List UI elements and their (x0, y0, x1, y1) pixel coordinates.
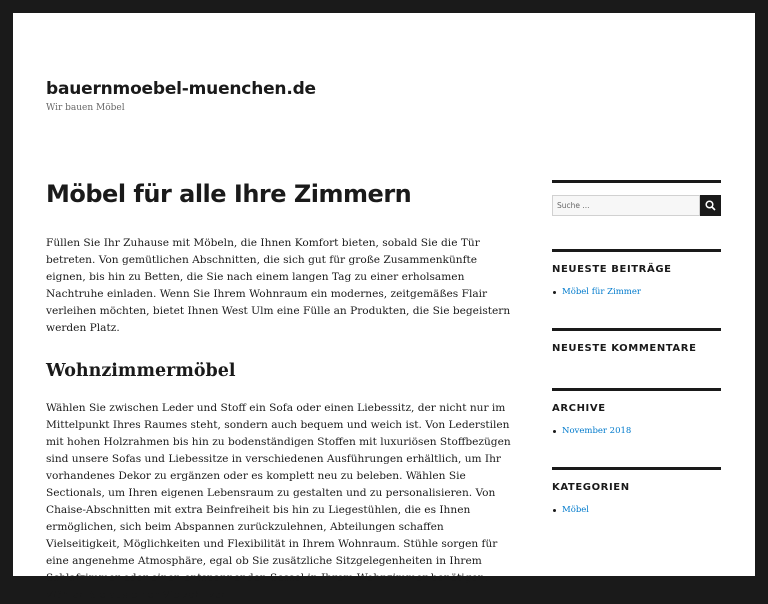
divider (552, 388, 721, 391)
section-heading: Wohnzimmermöbel (46, 361, 236, 381)
divider (552, 467, 721, 470)
widget-title-archive: ARCHIVE (552, 403, 606, 414)
entry-content (46, 235, 516, 604)
archive-link[interactable]: November 2018 (562, 426, 721, 436)
category-link[interactable]: Möbel (562, 505, 721, 515)
site-description: Wir bauen Möbel (46, 103, 125, 113)
body-paragraph: Wählen Sie zwischen Leder und Stoff ein Sofa oder einen Liebessitz, der nicht nur im Mittelpunkt Ihres Raumes steht, sondern auch bequem und weich ist. Von Lederstilen mit hohen Holzrahmen bis hin zu bodenständigen Stoffen mit luxuriösen Stoffbezügen sind unsere Sofas und Liebessitze in verschiedenen Ausführungen erhältlich, um Ihr vorhandenes Dekor zu ergänzen oder es komplett neu zu beleben. Wählen Sie Sectionals, um Ihren eigenen Lebensraum zu gestalten und zu personalisieren. Von Chaise-Abschnitten mit extra Beinfreiheit bis hin zu Liegestühlen, die es Ihnen ermöglichen, sich beim Abspannen zurückzulehnen, Abteilungen schaffen Vielseitigkeit, Möglichkeiten und Flexibilität in Ihrem Wohnraum. Stühle sorgen für eine angenehme Atmosphäre, egal ob Sie zusätzliche Sitzgelegenheiten in Ihrem Schlafzimmer oder einen entspannenden Sessel in Ihrem Wohnzimmer benötigen. Wählen Sie aus einer Vielzahl von (46, 402, 511, 601)
widget-title-recent-posts: NEUESTE BEITRÄGE (552, 264, 672, 275)
sidebar (552, 180, 721, 515)
divider (552, 249, 721, 252)
categories-widget (552, 467, 721, 515)
search-input[interactable]: Suche ... (552, 195, 700, 216)
divider (552, 328, 721, 331)
site-title[interactable]: bauernmoebel-muenchen.de (46, 79, 316, 99)
search-icon (705, 200, 716, 211)
recent-comments-widget (552, 328, 721, 354)
intro-paragraph: Füllen Sie Ihr Zuhause mit Möbeln, die Ihnen Komfort bieten, sobald Sie die Tür betreten. Von gemütlichen Abschnitten, die sich gut für große Zusammenkünfte eignen, bis hin zu Betten, die Sie nach einem langen Tag zu einer erholsamen Nachtruhe einladen. Wenn Sie Ihrem Wohnraum ein modernes, zeitgemäßes Flair verleihen möchten, bietet Ihnen West Ulm eine Fülle an Produkten, die Sie begeistern werden Platz. (46, 237, 511, 334)
recent-post-link[interactable]: Möbel für Zimmer (562, 287, 721, 297)
search-button[interactable] (700, 195, 721, 216)
widget-title-recent-comments: NEUESTE KOMMENTARE (552, 343, 697, 354)
page (13, 13, 755, 601)
search-form (552, 195, 721, 216)
recent-posts-widget (552, 249, 721, 297)
search-widget (552, 180, 721, 216)
divider (552, 180, 721, 183)
widget-title-categories: KATEGORIEN (552, 482, 630, 493)
entry-title: Möbel für alle Ihre Zimmern (46, 180, 412, 208)
archive-widget (552, 388, 721, 436)
